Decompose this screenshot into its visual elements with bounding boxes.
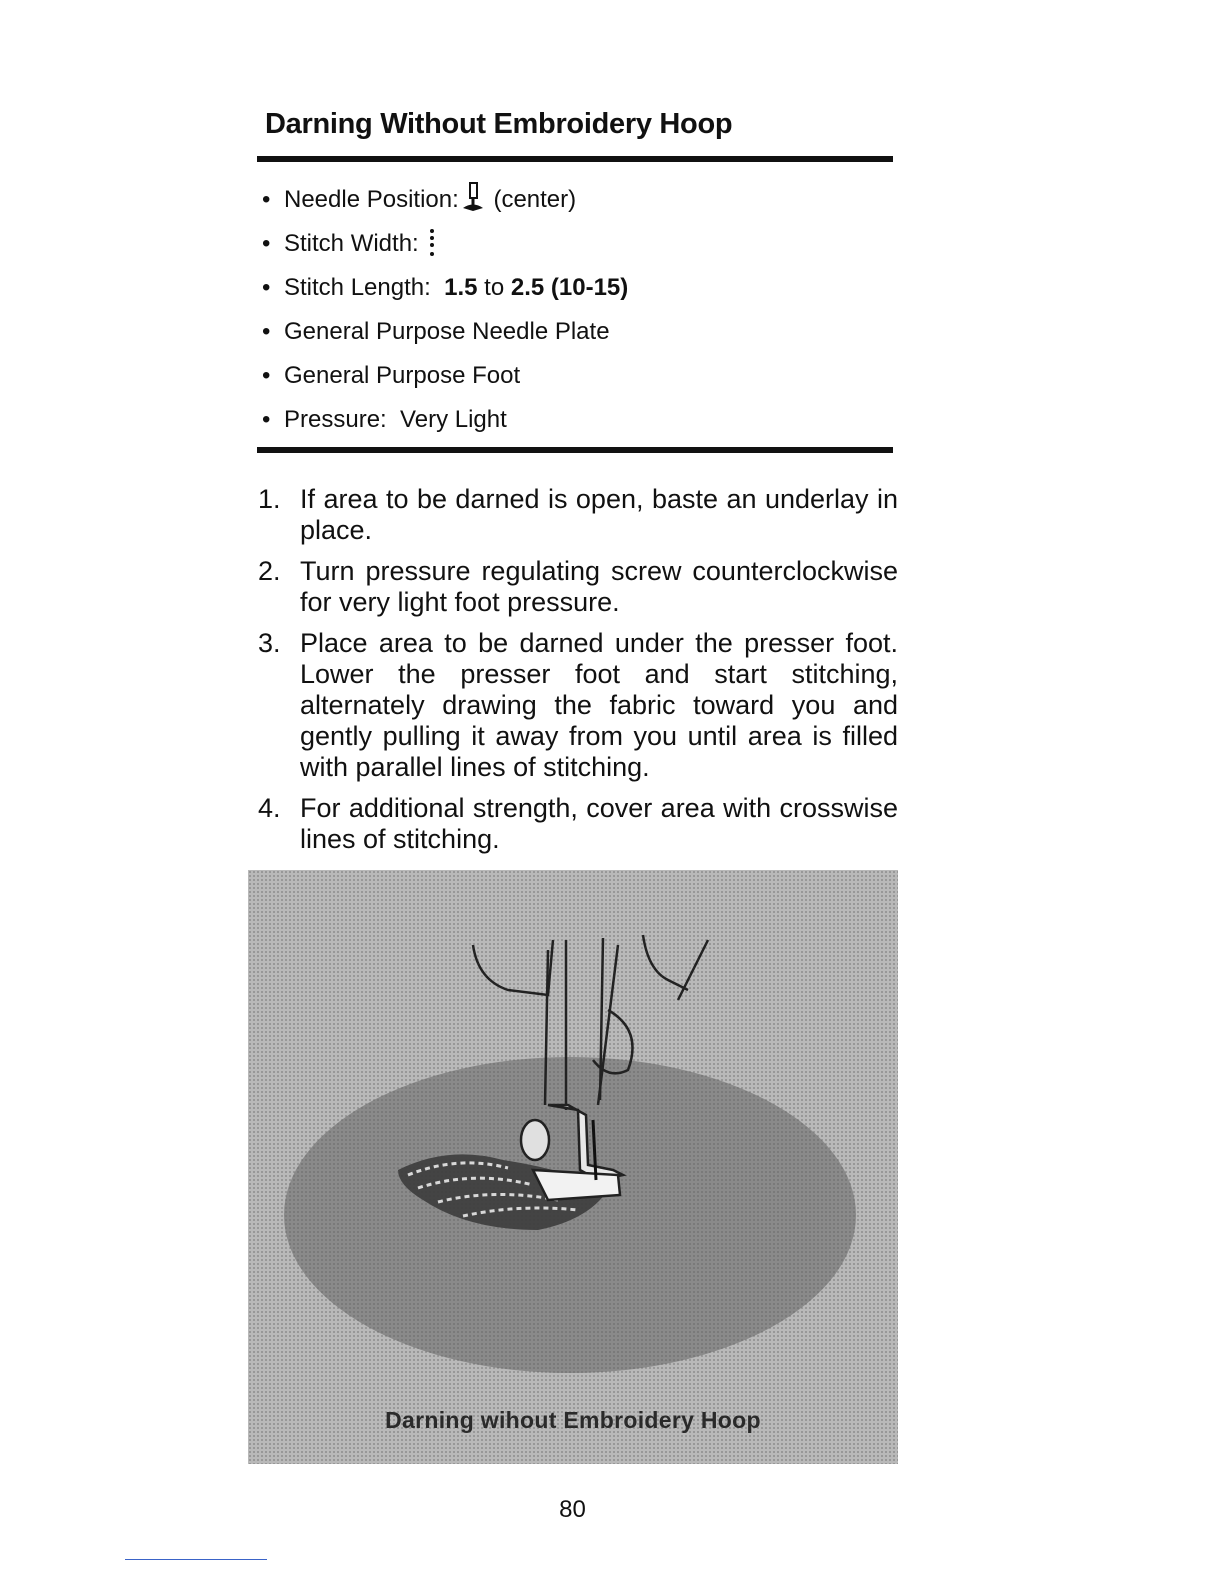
page-title: Darning Without Embroidery Hoop xyxy=(265,108,733,140)
foot-screw xyxy=(521,1120,549,1160)
setting-foot xyxy=(262,356,628,400)
step-text: If area to be darned is open, baste an underlay in place. xyxy=(300,484,898,545)
step-item xyxy=(258,484,898,546)
bullet: • xyxy=(262,230,271,257)
setting-needle-plate xyxy=(262,312,628,356)
needle-position-label: Needle Position: xyxy=(284,186,459,213)
darning-illustration xyxy=(248,870,898,1464)
presser-foot-illustration xyxy=(248,870,898,1464)
page-number: 80 xyxy=(559,1496,586,1523)
bottom-rule xyxy=(257,447,893,453)
step-text: For additional strength, cover area with crosswise lines of stitching. xyxy=(300,793,898,854)
stitch-length-spi: (10-15) xyxy=(550,274,629,301)
step-item xyxy=(258,556,898,618)
bullet: • xyxy=(262,318,271,345)
stitch-length-label: Stitch Length: xyxy=(284,274,431,301)
step-item xyxy=(258,793,898,855)
top-rule xyxy=(257,156,893,162)
bullet: • xyxy=(262,186,271,213)
setting-pressure xyxy=(262,400,628,444)
step-number: 4. xyxy=(258,793,281,823)
setting-needle-position xyxy=(262,180,628,224)
bullet: • xyxy=(262,274,271,301)
footer-line xyxy=(125,1559,267,1560)
step-number: 1. xyxy=(258,484,281,514)
figure-caption: Darning wihout Embroidery Hoop xyxy=(385,1407,761,1433)
step-item xyxy=(258,628,898,783)
step-number: 2. xyxy=(258,556,281,586)
zero-width-icon xyxy=(427,227,437,257)
setting-stitch-width xyxy=(262,224,628,268)
pressure-label: Pressure: xyxy=(284,406,387,433)
stitch-length-to-word: to xyxy=(484,274,505,301)
step-number: 3. xyxy=(258,628,281,658)
steps-list xyxy=(258,484,898,865)
stitch-length-to: 2.5 xyxy=(510,274,545,301)
stitch-width-label: Stitch Width: xyxy=(284,230,419,257)
step-text: Turn pressure regulating screw counterclockwise for very light foot pressure. xyxy=(300,556,898,617)
machine-head xyxy=(473,935,708,1000)
step-text: Place area to be darned under the presser foot. Lower the presser foot and start stitching, alternately drawing the fabric toward you and gently pulling it away from you until area is filled with parallel lines of stitching. xyxy=(300,628,898,782)
foot-text: General Purpose Foot xyxy=(284,362,521,389)
settings-list xyxy=(262,180,628,444)
pressure-value: Very Light xyxy=(400,406,507,433)
bullet: • xyxy=(262,362,271,389)
stitch-length-from: 1.5 xyxy=(444,274,478,301)
setting-stitch-length xyxy=(262,268,628,312)
bullet: • xyxy=(262,406,271,433)
needle-center-icon xyxy=(459,181,487,213)
needle-plate-text: General Purpose Needle Plate xyxy=(284,318,610,345)
needle-position-value: (center) xyxy=(493,186,577,213)
foot-sole xyxy=(533,1170,620,1200)
